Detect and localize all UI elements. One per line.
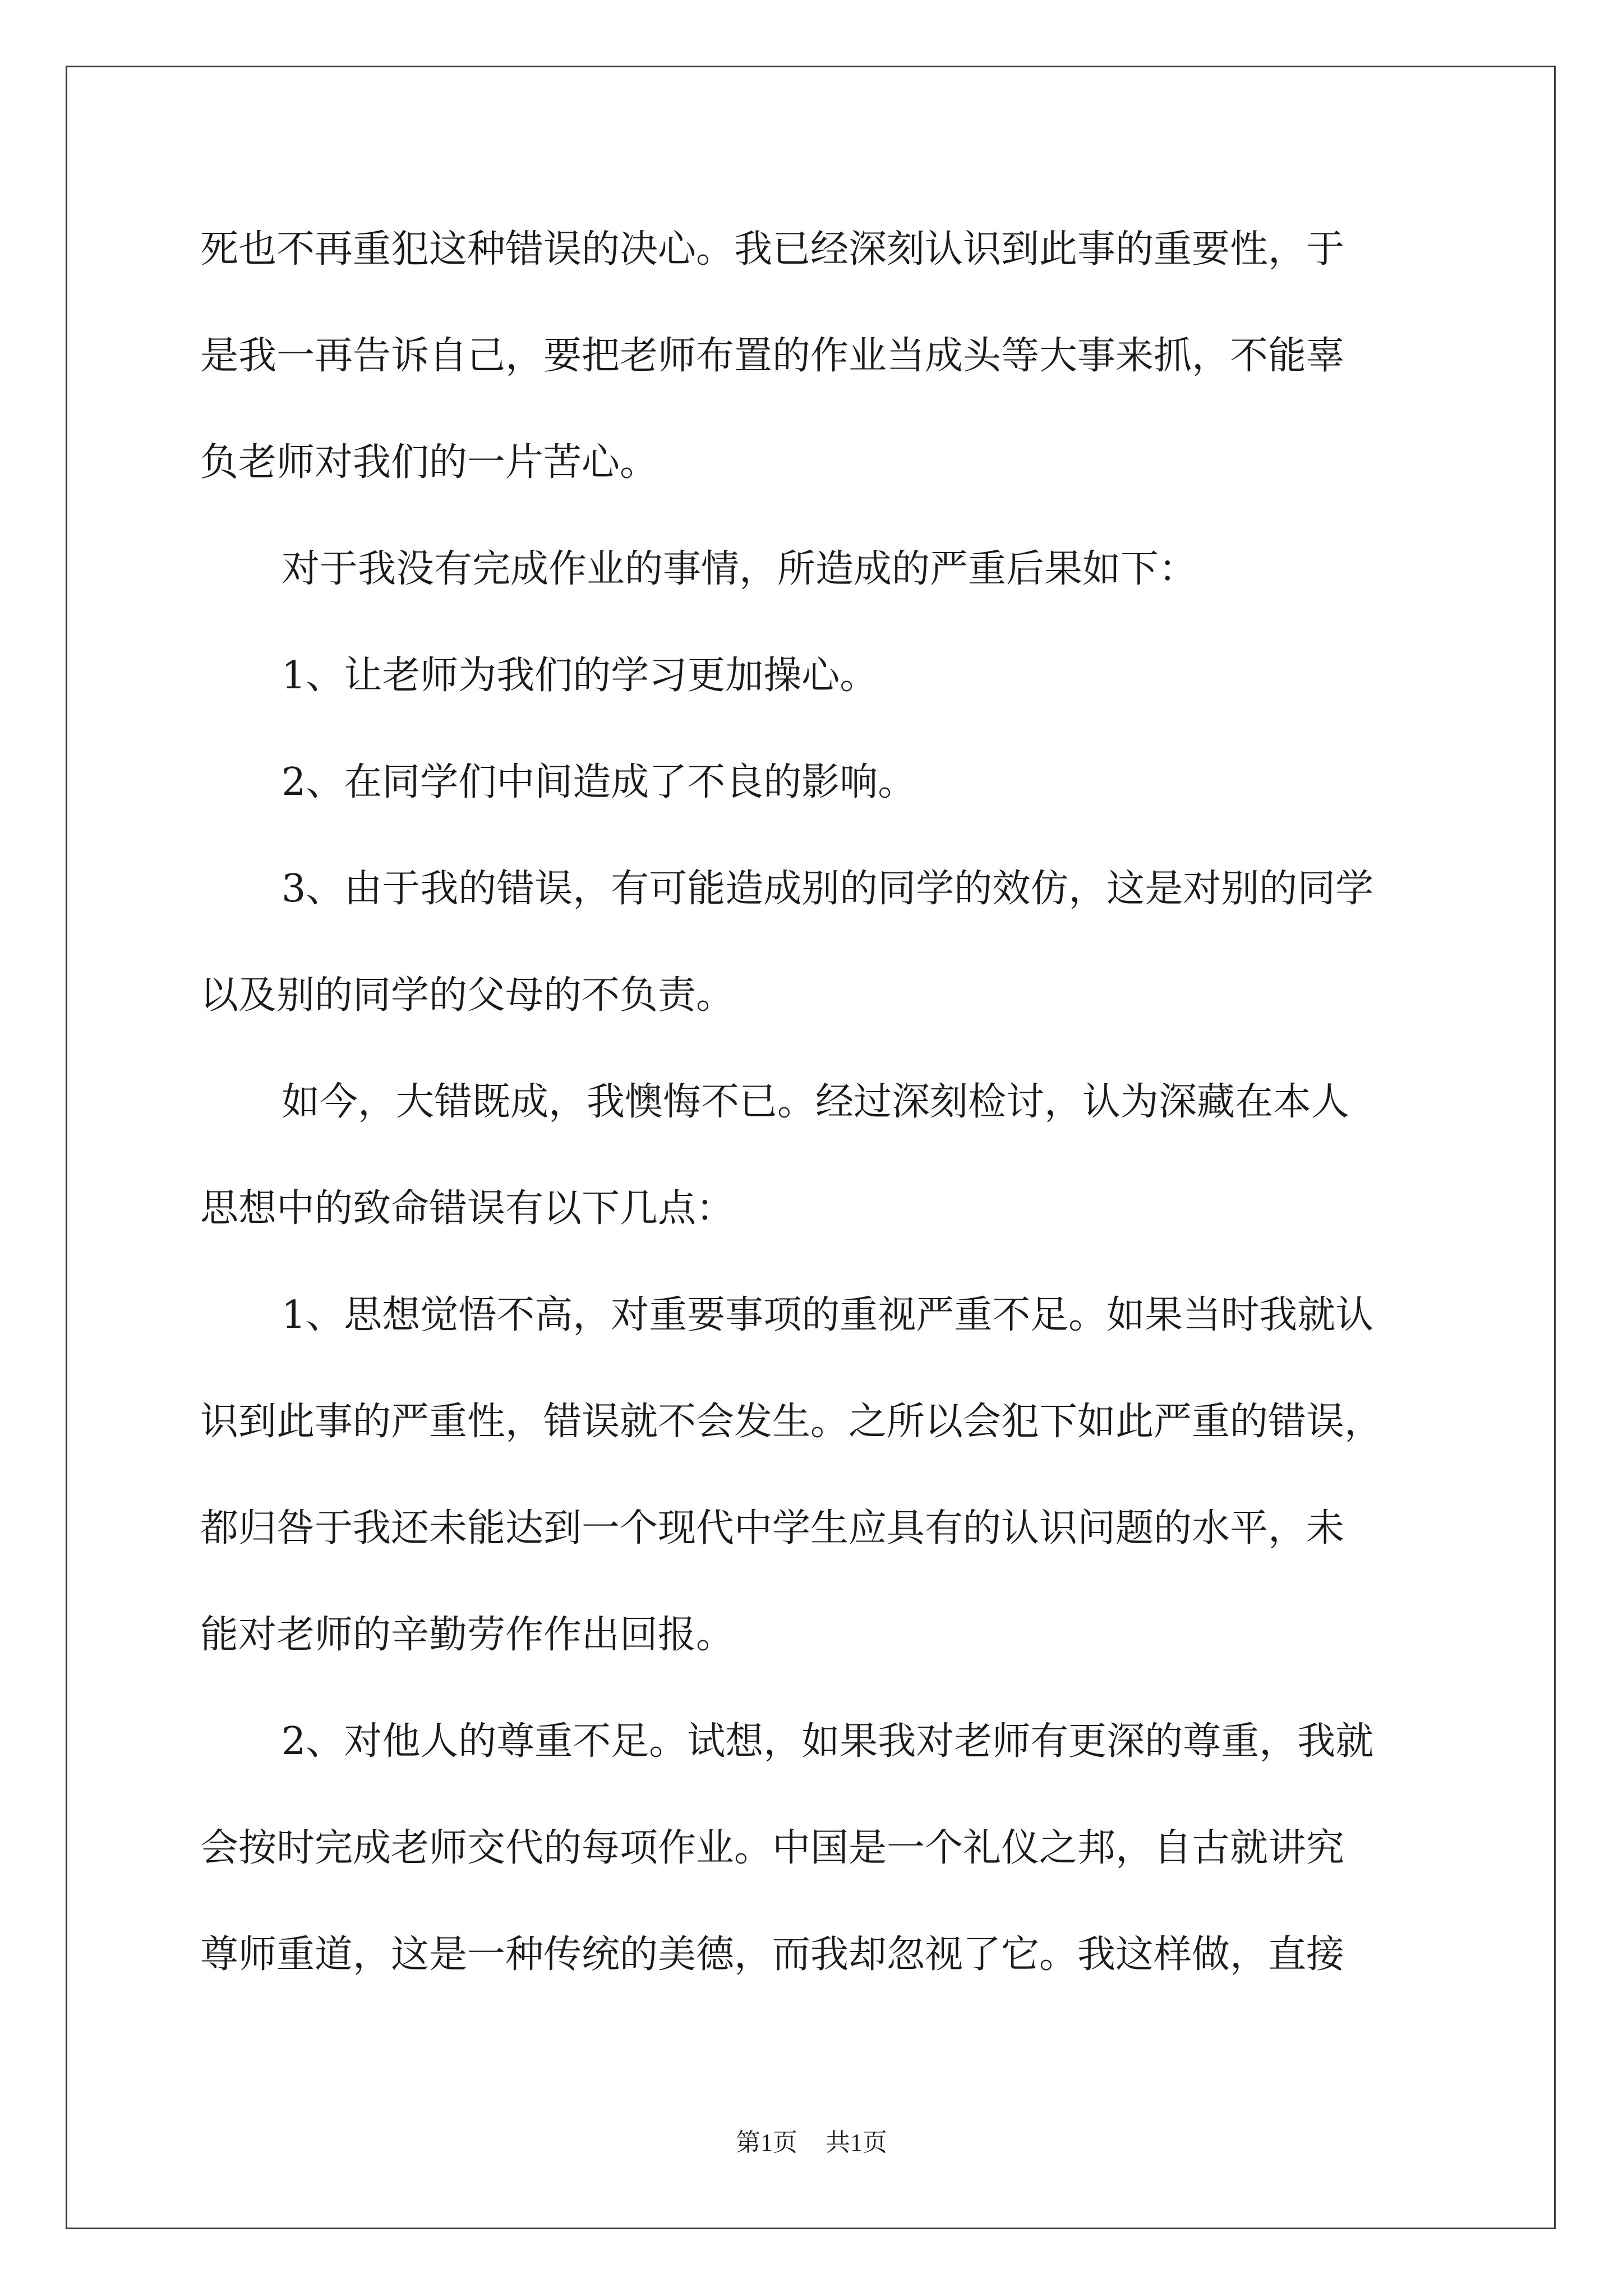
text-line: 2、在同学们中间造成了不良的影响。 <box>282 760 916 804</box>
text-line: 1、思想觉悟不高，对重要事项的重视严重不足。如果当时我就认 <box>282 1293 1374 1337</box>
page-footer <box>0 2126 1623 2160</box>
text-line: 2、对他人的尊重不足。试想，如果我对老师有更深的尊重，我就 <box>282 1719 1374 1764</box>
text-line: 死也不再重犯这种错误的决心。我已经深刻认识到此事的重要性，于 <box>200 227 1345 272</box>
text-line: 对于我没有完成作业的事情，所造成的严重后果如下： <box>282 547 1197 591</box>
text-line: 负老师对我们的一片苦心。 <box>200 440 658 485</box>
text-line: 能对老师的辛勤劳作作出回报。 <box>200 1613 735 1657</box>
text-line: 尊师重道，这是一种传统的美德，而我却忽视了它。我这样做，直接 <box>200 1932 1345 1977</box>
text-line: 如今，大错既成，我懊悔不已。经过深刻检讨，认为深藏在本人 <box>282 1080 1350 1124</box>
text-line: 以及别的同学的父母的不负责。 <box>200 973 735 1018</box>
text-line: 思想中的致命错误有以下几点： <box>200 1186 735 1231</box>
text-line: 是我一再告诉自己，要把老师布置的作业当成头等大事来抓，不能辜 <box>200 334 1345 378</box>
document-body <box>200 208 1434 2019</box>
text-line: 都归咎于我还未能达到一个现代中学生应具有的认识问题的水平，未 <box>200 1506 1345 1550</box>
text-line: 1、让老师为我们的学习更加操心。 <box>282 654 878 698</box>
page-number: 第1页 <box>736 2129 797 2156</box>
page-total: 共1页 <box>826 2129 887 2156</box>
text-line: 会按时完成老师交代的每项作业。中国是一个礼仪之邦，自古就讲究 <box>200 1826 1345 1870</box>
text-line: 3、由于我的错误，有可能造成别的同学的效仿，这是对别的同学 <box>282 867 1374 911</box>
text-line: 识到此事的严重性，错误就不会发生。之所以会犯下如此严重的错误， <box>200 1400 1383 1444</box>
